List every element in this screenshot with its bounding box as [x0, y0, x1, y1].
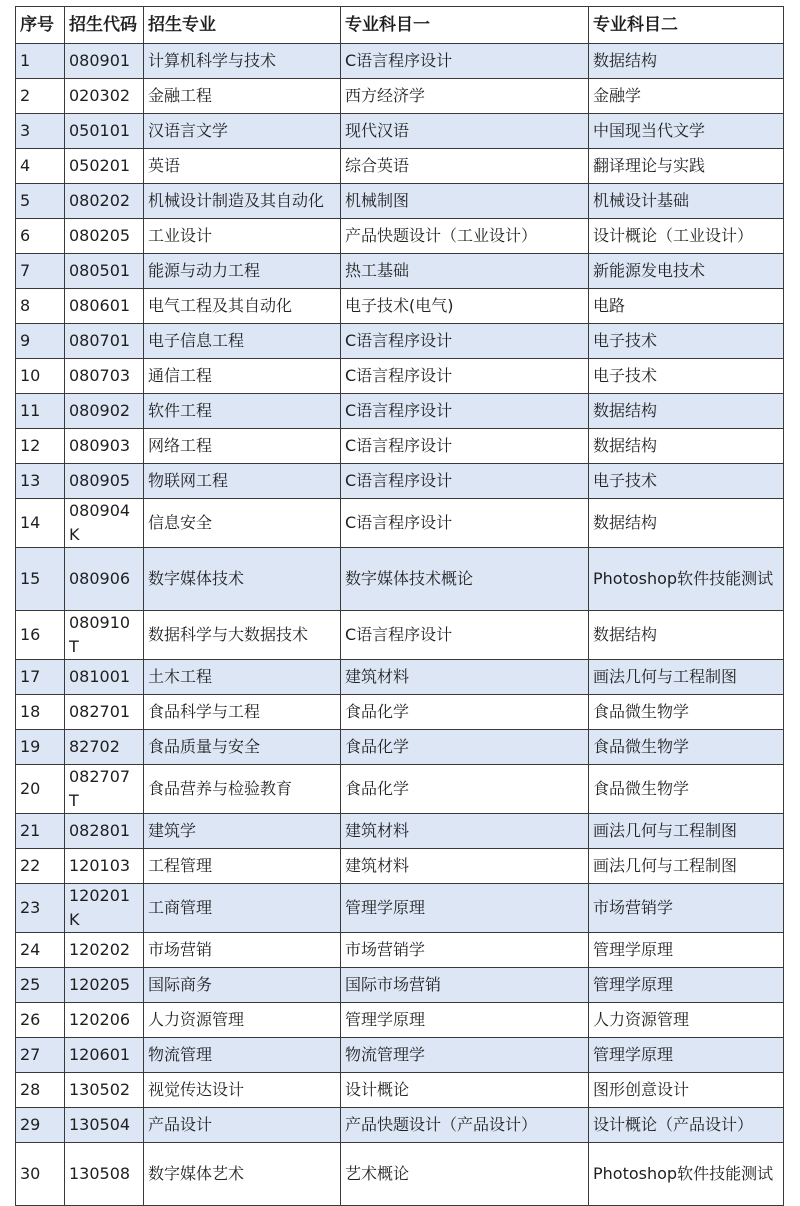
cell-index: 19	[16, 730, 65, 765]
cell-code: 082707T	[65, 765, 144, 814]
cell-code: 080902	[65, 394, 144, 429]
table-row	[16, 499, 784, 548]
header-index: 序号	[16, 7, 65, 44]
cell-subject-one: C语言程序设计	[341, 429, 589, 464]
cell-code: 82702	[65, 730, 144, 765]
cell-code: 120206	[65, 1003, 144, 1038]
cell-major: 人力资源管理	[144, 1003, 341, 1038]
cell-index: 17	[16, 660, 65, 695]
cell-subject-one: C语言程序设计	[341, 394, 589, 429]
cell-subject-two: 数据结构	[589, 611, 784, 660]
cell-subject-one: 电子技术(电气)	[341, 289, 589, 324]
cell-code: 080703	[65, 359, 144, 394]
table-row	[16, 429, 784, 464]
cell-subject-one: 管理学原理	[341, 1003, 589, 1038]
cell-major: 产品设计	[144, 1108, 341, 1143]
cell-code: 080501	[65, 254, 144, 289]
cell-index: 10	[16, 359, 65, 394]
cell-code: 120205	[65, 968, 144, 1003]
cell-subject-one: 现代汉语	[341, 114, 589, 149]
table-row	[16, 79, 784, 114]
cell-index: 2	[16, 79, 65, 114]
cell-code: 120201K	[65, 884, 144, 933]
cell-code: 080601	[65, 289, 144, 324]
cell-code: 080903	[65, 429, 144, 464]
cell-subject-one: C语言程序设计	[341, 464, 589, 499]
table-row	[16, 660, 784, 695]
cell-index: 27	[16, 1038, 65, 1073]
cell-major: 食品营养与检验教育	[144, 765, 341, 814]
cell-code: 080906	[65, 548, 144, 611]
cell-subject-two: 数据结构	[589, 429, 784, 464]
cell-index: 11	[16, 394, 65, 429]
cell-subject-one: 建筑材料	[341, 849, 589, 884]
admission-subjects-table	[15, 6, 784, 1206]
cell-subject-one: 数字媒体技术概论	[341, 548, 589, 611]
cell-index: 25	[16, 968, 65, 1003]
table-row	[16, 548, 784, 611]
cell-major: 土木工程	[144, 660, 341, 695]
cell-code: 050201	[65, 149, 144, 184]
cell-code: 080910T	[65, 611, 144, 660]
cell-subject-two: 中国现当代文学	[589, 114, 784, 149]
cell-subject-two: 翻译理论与实践	[589, 149, 784, 184]
cell-subject-two: 市场营销学	[589, 884, 784, 933]
cell-major: 工程管理	[144, 849, 341, 884]
cell-major: 网络工程	[144, 429, 341, 464]
cell-subject-one: 建筑材料	[341, 814, 589, 849]
cell-subject-two: 设计概论（工业设计）	[589, 219, 784, 254]
cell-code: 050101	[65, 114, 144, 149]
cell-subject-one: 综合英语	[341, 149, 589, 184]
cell-index: 28	[16, 1073, 65, 1108]
cell-major: 食品科学与工程	[144, 695, 341, 730]
cell-index: 6	[16, 219, 65, 254]
cell-subject-two: 管理学原理	[589, 933, 784, 968]
cell-subject-one: C语言程序设计	[341, 359, 589, 394]
table-row	[16, 1143, 784, 1206]
cell-major: 数字媒体技术	[144, 548, 341, 611]
cell-index: 12	[16, 429, 65, 464]
cell-code: 080905	[65, 464, 144, 499]
cell-subject-two: 数据结构	[589, 44, 784, 79]
cell-index: 24	[16, 933, 65, 968]
cell-subject-two: 画法几何与工程制图	[589, 849, 784, 884]
cell-subject-two: 管理学原理	[589, 1038, 784, 1073]
cell-major: 计算机科学与技术	[144, 44, 341, 79]
cell-subject-one: 设计概论	[341, 1073, 589, 1108]
cell-major: 软件工程	[144, 394, 341, 429]
cell-index: 21	[16, 814, 65, 849]
cell-subject-two: 管理学原理	[589, 968, 784, 1003]
cell-major: 食品质量与安全	[144, 730, 341, 765]
cell-subject-two: 食品微生物学	[589, 695, 784, 730]
cell-subject-one: 市场营销学	[341, 933, 589, 968]
table-row	[16, 814, 784, 849]
cell-major: 工业设计	[144, 219, 341, 254]
cell-code: 130508	[65, 1143, 144, 1206]
header-code: 招生代码	[65, 7, 144, 44]
table-header-row	[16, 7, 784, 44]
cell-subject-one: C语言程序设计	[341, 44, 589, 79]
cell-index: 5	[16, 184, 65, 219]
cell-code: 080205	[65, 219, 144, 254]
cell-subject-one: C语言程序设计	[341, 611, 589, 660]
table-row	[16, 968, 784, 1003]
cell-major: 机械设计制造及其自动化	[144, 184, 341, 219]
table-row	[16, 464, 784, 499]
cell-major: 国际商务	[144, 968, 341, 1003]
cell-subject-two: Photoshop软件技能测试	[589, 1143, 784, 1206]
cell-subject-two: Photoshop软件技能测试	[589, 548, 784, 611]
cell-subject-one: 产品快题设计（产品设计）	[341, 1108, 589, 1143]
table-row	[16, 695, 784, 730]
cell-index: 20	[16, 765, 65, 814]
cell-subject-one: 产品快题设计（工业设计）	[341, 219, 589, 254]
table-row	[16, 394, 784, 429]
cell-code: 080901	[65, 44, 144, 79]
cell-index: 18	[16, 695, 65, 730]
table-row	[16, 1003, 784, 1038]
cell-subject-one: 热工基础	[341, 254, 589, 289]
cell-major: 建筑学	[144, 814, 341, 849]
cell-code: 082801	[65, 814, 144, 849]
cell-subject-one: C语言程序设计	[341, 499, 589, 548]
table-row	[16, 289, 784, 324]
table-row	[16, 44, 784, 79]
cell-major: 电气工程及其自动化	[144, 289, 341, 324]
cell-subject-two: 食品微生物学	[589, 765, 784, 814]
cell-subject-two: 机械设计基础	[589, 184, 784, 219]
table-row	[16, 730, 784, 765]
cell-major: 物流管理	[144, 1038, 341, 1073]
cell-code: 130502	[65, 1073, 144, 1108]
cell-subject-two: 电子技术	[589, 359, 784, 394]
table-row	[16, 1038, 784, 1073]
cell-major: 能源与动力工程	[144, 254, 341, 289]
cell-subject-two: 电子技术	[589, 324, 784, 359]
header-major: 招生专业	[144, 7, 341, 44]
cell-code: 082701	[65, 695, 144, 730]
cell-subject-two: 设计概论（产品设计）	[589, 1108, 784, 1143]
cell-major: 物联网工程	[144, 464, 341, 499]
cell-index: 22	[16, 849, 65, 884]
table-row	[16, 149, 784, 184]
cell-subject-two: 食品微生物学	[589, 730, 784, 765]
cell-subject-one: 管理学原理	[341, 884, 589, 933]
table-row	[16, 884, 784, 933]
cell-index: 30	[16, 1143, 65, 1206]
cell-subject-two: 图形创意设计	[589, 1073, 784, 1108]
cell-major: 汉语言文学	[144, 114, 341, 149]
cell-code: 120103	[65, 849, 144, 884]
cell-subject-one: 艺术概论	[341, 1143, 589, 1206]
table-body	[16, 44, 784, 1206]
cell-code: 120202	[65, 933, 144, 968]
cell-major: 工商管理	[144, 884, 341, 933]
cell-index: 1	[16, 44, 65, 79]
cell-index: 23	[16, 884, 65, 933]
cell-subject-two: 电路	[589, 289, 784, 324]
cell-index: 13	[16, 464, 65, 499]
cell-index: 7	[16, 254, 65, 289]
table-row	[16, 765, 784, 814]
admission-table-container	[15, 6, 783, 1206]
cell-major: 数字媒体艺术	[144, 1143, 341, 1206]
cell-subject-two: 人力资源管理	[589, 1003, 784, 1038]
cell-subject-one: 食品化学	[341, 695, 589, 730]
table-row	[16, 1108, 784, 1143]
header-subject-two: 专业科目二	[589, 7, 784, 44]
cell-index: 3	[16, 114, 65, 149]
table-row	[16, 114, 784, 149]
cell-subject-one: 西方经济学	[341, 79, 589, 114]
cell-major: 金融工程	[144, 79, 341, 114]
cell-index: 16	[16, 611, 65, 660]
cell-major: 视觉传达设计	[144, 1073, 341, 1108]
cell-major: 通信工程	[144, 359, 341, 394]
cell-index: 9	[16, 324, 65, 359]
cell-subject-two: 画法几何与工程制图	[589, 660, 784, 695]
cell-subject-one: 国际市场营销	[341, 968, 589, 1003]
cell-subject-one: 机械制图	[341, 184, 589, 219]
cell-subject-one: 建筑材料	[341, 660, 589, 695]
cell-major: 电子信息工程	[144, 324, 341, 359]
cell-major: 数据科学与大数据技术	[144, 611, 341, 660]
cell-index: 4	[16, 149, 65, 184]
header-subject-one: 专业科目一	[341, 7, 589, 44]
cell-subject-two: 金融学	[589, 79, 784, 114]
cell-code: 081001	[65, 660, 144, 695]
cell-index: 8	[16, 289, 65, 324]
table-row	[16, 611, 784, 660]
table-row	[16, 359, 784, 394]
cell-subject-two: 数据结构	[589, 499, 784, 548]
cell-code: 080202	[65, 184, 144, 219]
table-row	[16, 1073, 784, 1108]
cell-subject-two: 电子技术	[589, 464, 784, 499]
cell-index: 26	[16, 1003, 65, 1038]
cell-subject-two: 数据结构	[589, 394, 784, 429]
cell-major: 市场营销	[144, 933, 341, 968]
cell-subject-two: 新能源发电技术	[589, 254, 784, 289]
cell-major: 英语	[144, 149, 341, 184]
cell-subject-two: 画法几何与工程制图	[589, 814, 784, 849]
table-row	[16, 324, 784, 359]
cell-code: 080701	[65, 324, 144, 359]
cell-index: 14	[16, 499, 65, 548]
table-row	[16, 254, 784, 289]
cell-code: 020302	[65, 79, 144, 114]
cell-code: 120601	[65, 1038, 144, 1073]
cell-subject-one: 食品化学	[341, 765, 589, 814]
table-row	[16, 184, 784, 219]
table-row	[16, 849, 784, 884]
cell-major: 信息安全	[144, 499, 341, 548]
cell-subject-one: 物流管理学	[341, 1038, 589, 1073]
cell-subject-one: 食品化学	[341, 730, 589, 765]
cell-index: 15	[16, 548, 65, 611]
cell-code: 080904K	[65, 499, 144, 548]
table-row	[16, 219, 784, 254]
cell-index: 29	[16, 1108, 65, 1143]
cell-subject-one: C语言程序设计	[341, 324, 589, 359]
cell-code: 130504	[65, 1108, 144, 1143]
table-row	[16, 933, 784, 968]
